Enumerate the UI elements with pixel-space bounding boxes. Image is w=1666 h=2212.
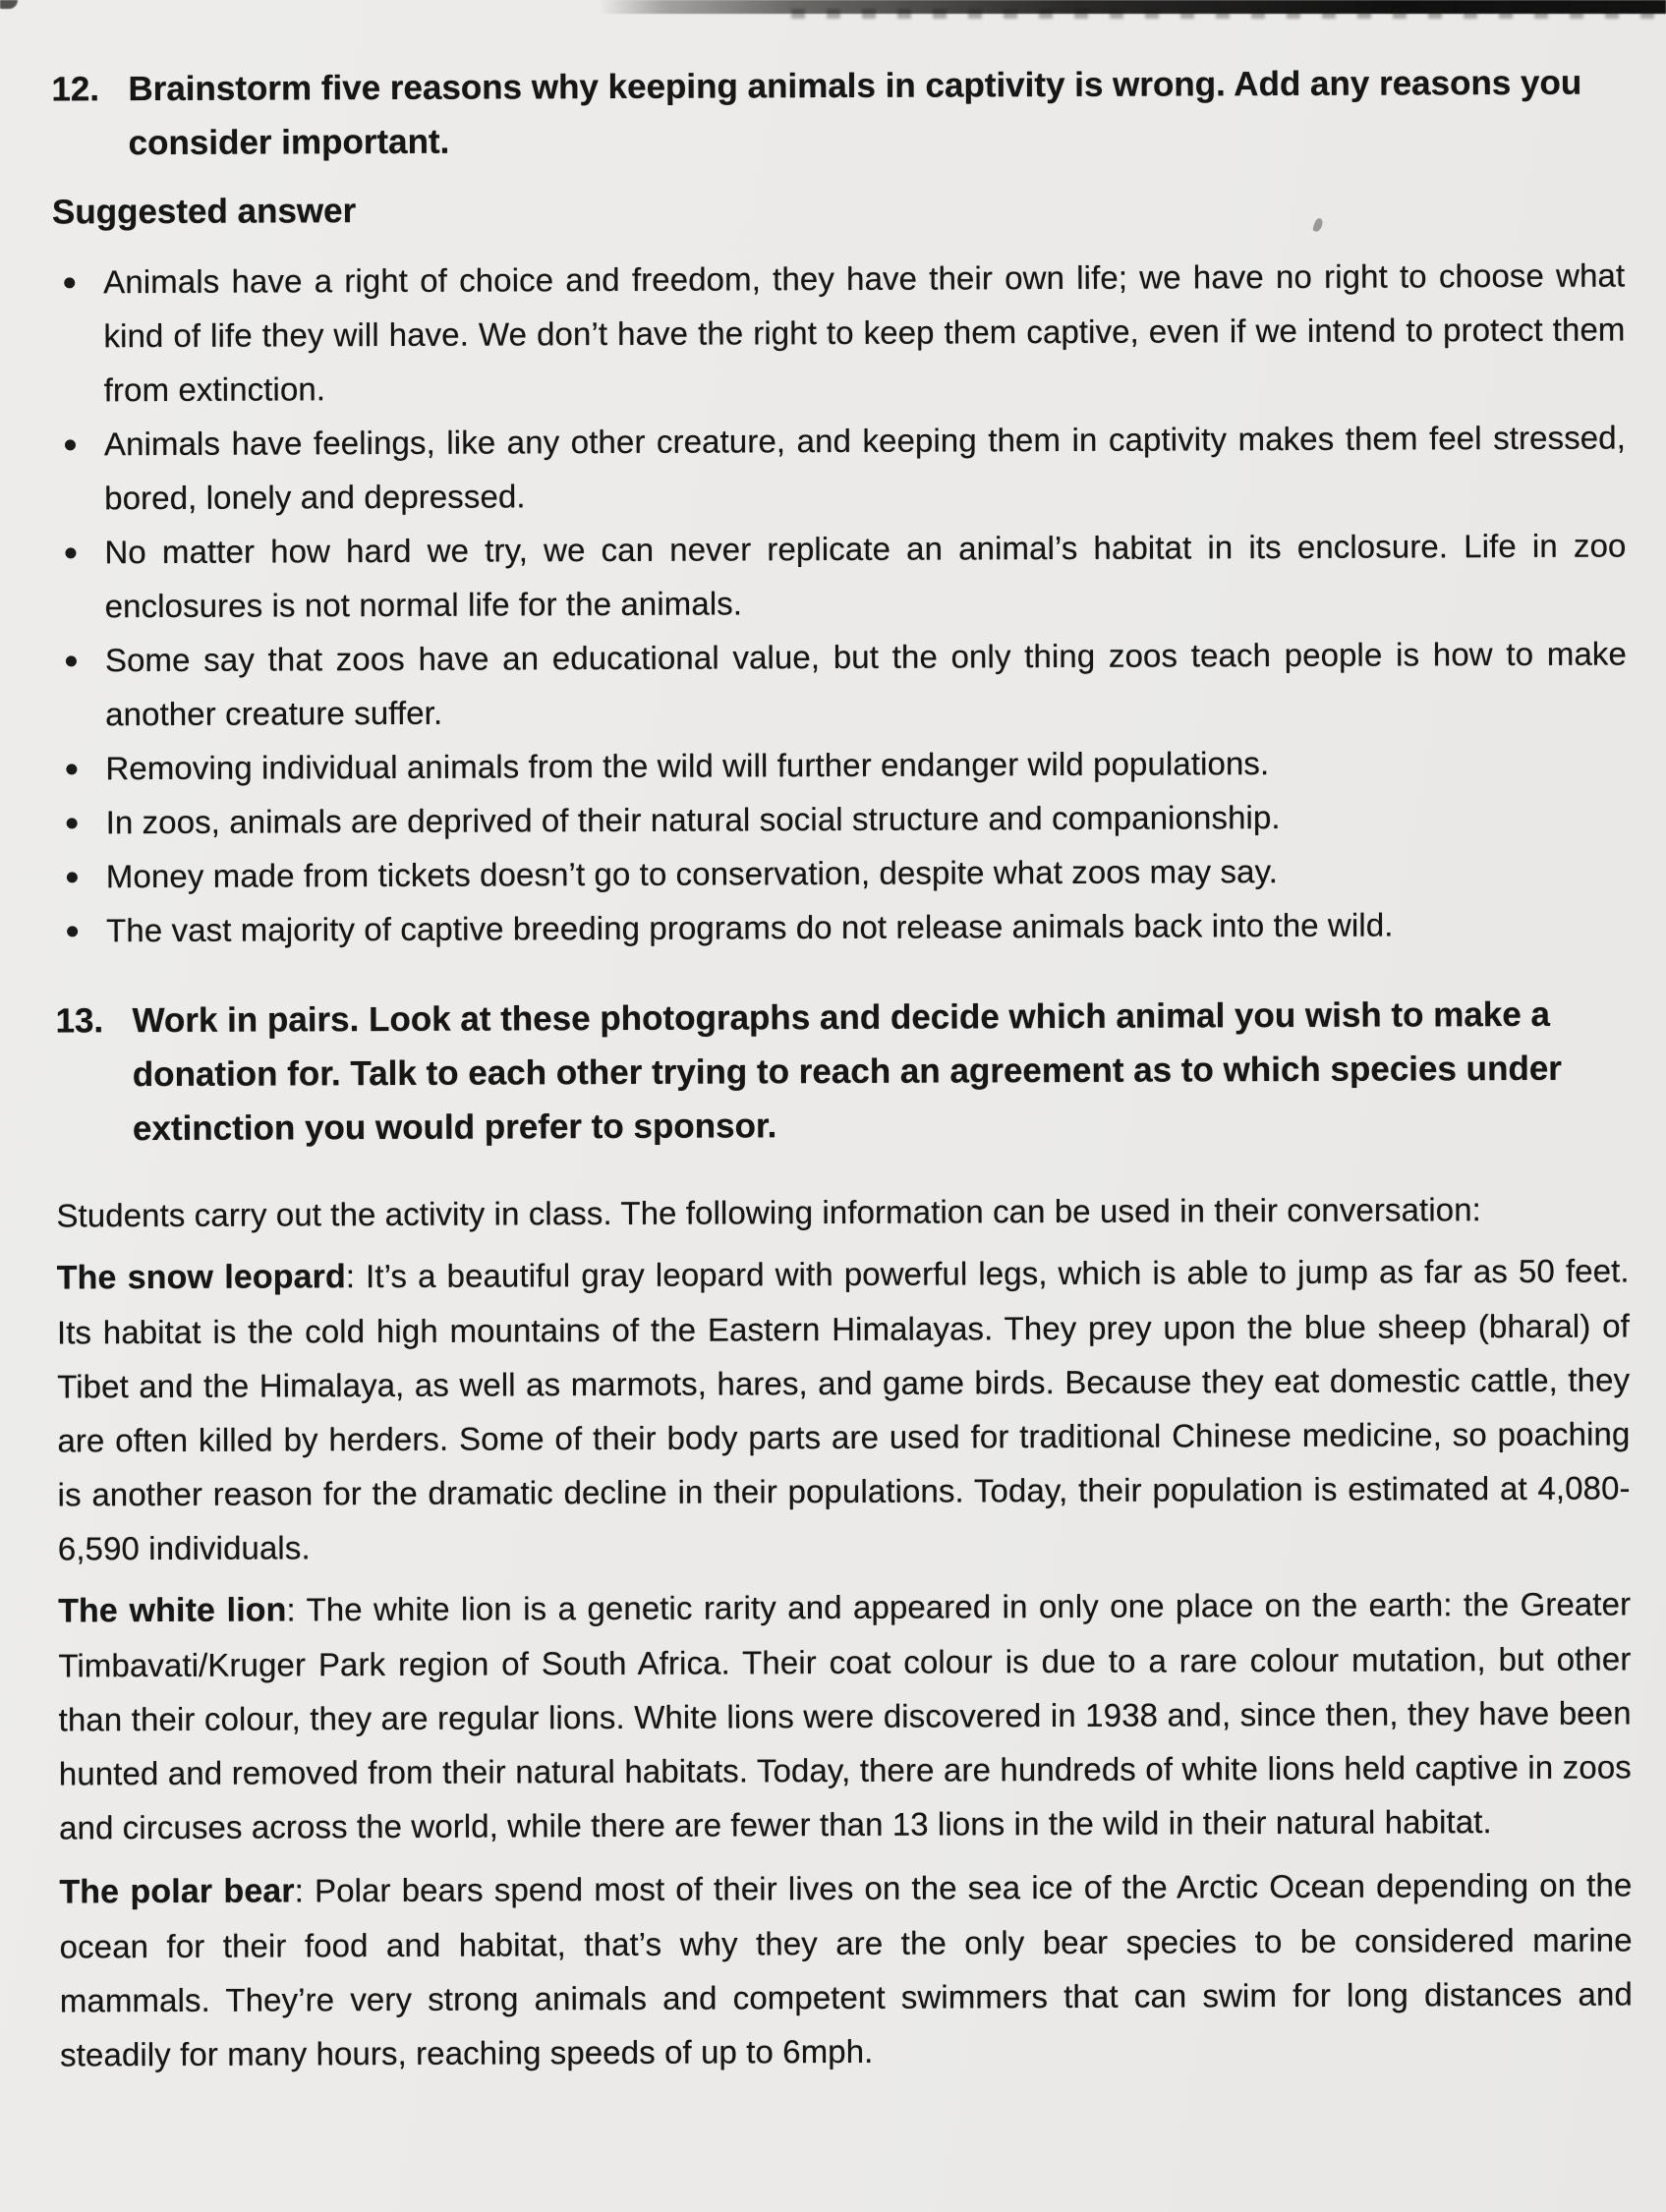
exercise-13-section (55, 987, 1633, 2081)
bullet-icon (67, 818, 78, 828)
bullet-text: Animals have feelings, like any other creature, and keeping them in captivity makes them feel stressed, bored, lonely and depressed. (103, 419, 1627, 517)
exercise-13-heading-row (55, 987, 1629, 1156)
activity-note: Students carry out the activity in class. The following information can be used in their conversation: (56, 1191, 1481, 1234)
bullet-text: In zoos, animals are deprived of their natural social structure and companionship. (105, 799, 1281, 841)
exercise-13-heading: Work in pairs. Look at these photographs and decide which animal you wish to make a donation for. Talk to each other trying to reach an agreement as to which species under extinction you would prefer to sponsor. (132, 994, 1562, 1149)
animal-name-white-lion: The white lion (58, 1591, 287, 1630)
bullet-text: Money made from tickets doesn’t go to conservation, despite what zoos may say. (105, 853, 1279, 895)
list-item (55, 842, 1628, 903)
animal-paragraph-polar-bear (59, 1857, 1633, 2081)
bullet-icon (66, 655, 77, 666)
bullet-icon (64, 277, 75, 288)
animal-paragraph-white-lion (58, 1576, 1632, 1854)
bullet-text: No matter how hard we try, we can never replicate an animal’s habitat in its enclosure. Life in zoo enclosures is not normal life for the animals. (104, 527, 1627, 625)
bullet-text: The vast majority of captive breeding programs do not release animals back into the wild. (106, 906, 1394, 949)
suggested-answer-heading: Suggested answer (51, 192, 357, 232)
animal-description-snow-leopard: : It’s a beautiful gray leopard with powerful legs, which is able to jump as far as 50 feet. Its habitat is the cold high mountains of the Eastern Himalayas. They prey upon the blue sheep (bharal) of Tibet and the Himalaya, as well as marmots, hares, and game birds. Because they eat domestic cattle, they are often killed by herders. Some of their body parts are used for traditional Chinese medicine, so poaching is another reason for the dramatic decline in their populations. Today, their population is estimated at 4,080-6,590 individuals. (56, 1252, 1631, 1567)
bullet-icon (66, 764, 77, 774)
suggested-answer-list (52, 248, 1628, 957)
bullet-icon (67, 926, 78, 936)
animal-description-white-lion: : The white lion is a genetic rarity and appeared in only one place on the earth: the Greater Timbavati/Kruger Park region of South Africa. Their coat colour is due to a rare colour mutation, but other than their colour, they are regular lions. White lions were discovered in 1938 and, since then, they have been hunted and removed from their natural habitats. Today, there are hundreds of white lions held captive in zoos and circuses across the world, while there are fewer than 13 lions in the wild in their natural habitat. (58, 1585, 1632, 1846)
list-item (55, 896, 1628, 957)
bullet-icon (65, 547, 76, 558)
bullet-text: Some say that zoos have an educational value, but the only thing zoos teach people is how to make another creature suffer. (104, 635, 1627, 733)
exercise-12-heading: Brainstorm five reasons why keeping animals in captivity is wrong. Add any reasons you consider important. (128, 63, 1582, 163)
exercise-12-section (51, 55, 1628, 957)
bullet-icon (65, 439, 76, 450)
bullet-text: Animals have a right of choice and freedom, they have their own life; we have no right to choose what kind of life they will have. We don’t have the right to keep them captive, even if we intend to protect them from extinction. (103, 256, 1626, 409)
animal-name-snow-leopard: The snow leopard (56, 1258, 346, 1297)
bullet-icon (67, 872, 78, 882)
animal-paragraph-snow-leopard (57, 1243, 1631, 1575)
list-item (52, 248, 1626, 417)
exercise-12-heading-row (51, 55, 1624, 170)
animal-description-polar-bear: : Polar bears spend most of their lives on the sea ice of the Arctic Ocean depending on the ocean for their food and habitat, that’s why they are the only bear species to be considered marine mammals. They’re very strong animals and competent swimmers that can swim for long distances and steadily for many hours, reaching speeds of up to 6mph. (59, 1866, 1633, 2073)
animal-name-polar-bear: The polar bear (59, 1872, 295, 1911)
exercise-13-number: 13. (55, 1001, 104, 1041)
exercise-12-number: 12. (51, 70, 100, 109)
bullet-text: Removing individual animals from the wild will further endanger wild populations. (105, 745, 1270, 787)
list-item (54, 626, 1627, 741)
list-item (55, 788, 1628, 849)
list-item (53, 518, 1626, 633)
list-item (53, 410, 1626, 525)
list-item (54, 734, 1627, 795)
